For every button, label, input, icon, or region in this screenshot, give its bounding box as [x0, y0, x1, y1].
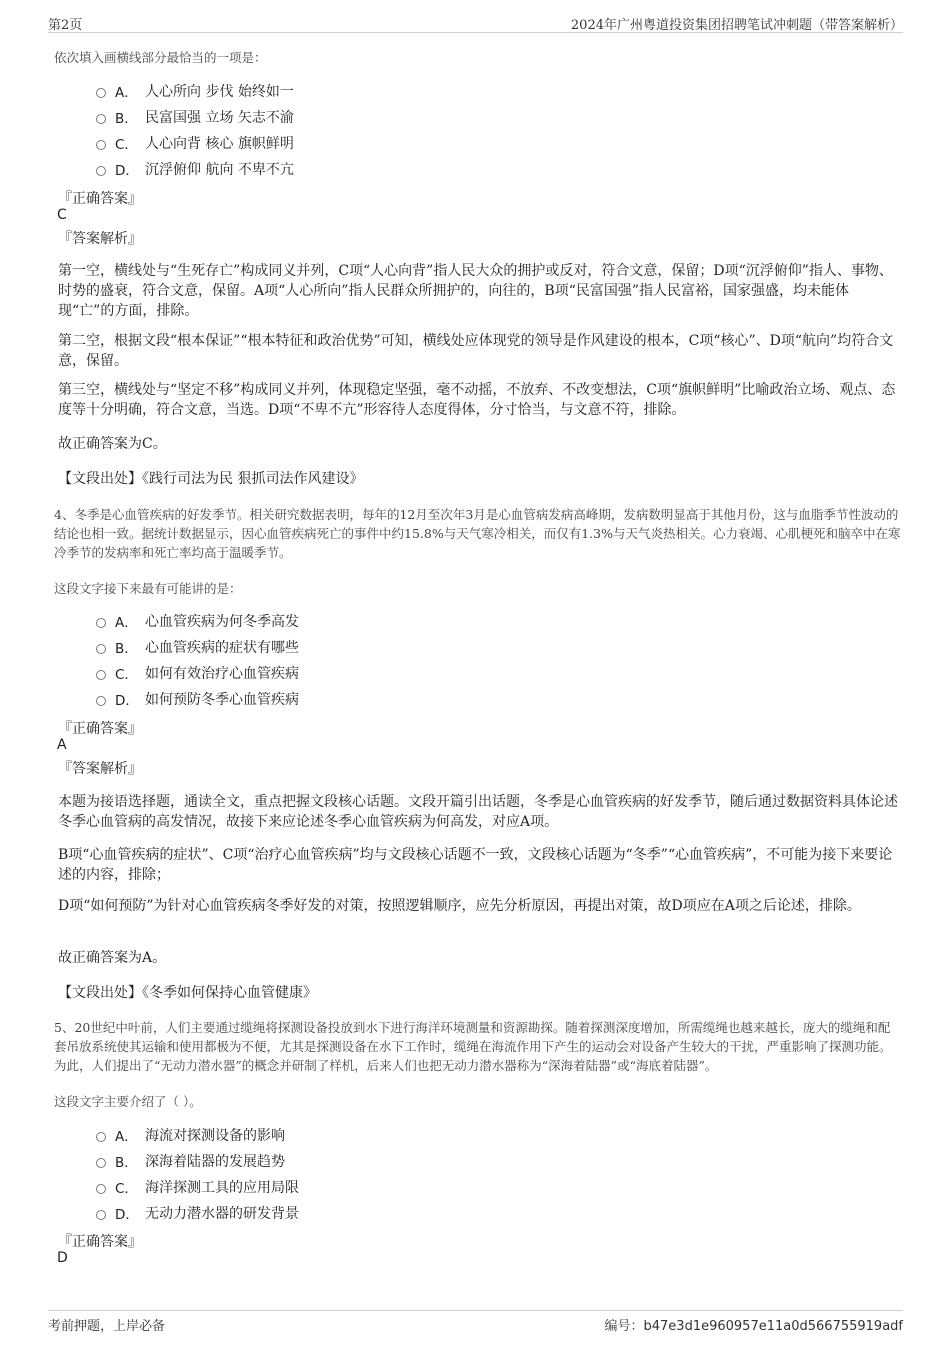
q5-answer: D — [57, 1250, 68, 1266]
q5-option-d[interactable]: D． 无动力潜水器的研发背景 — [96, 1202, 299, 1224]
q4-answer-label: 『正确答案』 — [58, 721, 142, 737]
radio-button[interactable] — [96, 1210, 106, 1220]
radio-button[interactable] — [96, 1184, 106, 1194]
q4-answer: A — [57, 737, 67, 753]
q4-option-a[interactable]: A． 心血管疾病为何冬季高发 — [96, 610, 299, 632]
q3-analysis-label: 『答案解析』 — [58, 231, 142, 247]
page-number: 第2页 — [48, 18, 83, 33]
q4-text: 4、冬季是心血管疾病的好发季节。相关研究数据表明，每年的12月至次年3月是心血管病发病高峰期，发病数明显高于其他月份，这与血脂季节性波动的结论也相一致。据统计数据显示，因心血管疾病死亡的事件中约15.8%与天气寒冷相关，而仅有1.3%与天气炎热相关。心力衰竭、心肌梗死和脑卒中在寒冷季节的发病率和死亡率均高于温暖季节。 — [54, 507, 901, 560]
q4-option-b[interactable]: B． 心血管疾病的症状有哪些 — [96, 636, 299, 658]
radio-button[interactable] — [96, 618, 106, 628]
radio-button[interactable] — [96, 88, 106, 98]
q5-option-c[interactable]: C． 海洋探测工具的应用局限 — [96, 1176, 299, 1198]
q4-source: 【文段出处】《冬季如何保持心血管健康》 — [58, 985, 317, 1001]
radio-button[interactable] — [96, 670, 106, 680]
q4-prompt: 这段文字接下来最有可能讲的是： — [54, 581, 242, 596]
q4-option-c[interactable]: C． 如何有效治疗心血管疾病 — [96, 662, 299, 684]
q3-prompt: 依次填入画横线部分最恰当的一项是： — [54, 50, 267, 65]
q4-analysis-para-1: 本题为接语选择题，通读全文，重点把握文段核心话题。文段开篇引出话题，冬季是心血管疾病的好发季节，随后通过数据资料具体论述冬季心血管病的高发情况，故接下来应论述冬季心血管疾病为何高发，对应A项。 — [58, 794, 898, 830]
footer-slogan: 考前押题，上岸必备 — [48, 1319, 166, 1334]
q5-option-b[interactable]: B． 深海着陆器的发展趋势 — [96, 1150, 285, 1172]
q4-analysis-para-3: D项“如何预防”为针对心血管疾病冬季好发的对策，按照逻辑顺序，应先分析原因，再提出对策，故D项应在A项之后论述，排除。 — [58, 898, 861, 914]
q4-option-d[interactable]: D． 如何预防冬季心血管疾病 — [96, 688, 299, 710]
page-header — [48, 12, 903, 33]
q3-analysis-conclusion: 故正确答案为C。 — [58, 436, 167, 452]
q3-option-d[interactable]: D． 沉浮俯仰 航向 不卑不亢 — [96, 158, 294, 180]
page-footer — [48, 1310, 903, 1333]
q5-option-a[interactable]: A． 海流对探测设备的影响 — [96, 1124, 285, 1146]
q3-option-b[interactable]: B． 民富国强 立场 矢志不渝 — [96, 106, 294, 128]
q3-analysis-para-2: 第二空，根据文段“根本保证”“根本特征和政治优势”可知，横线处应体现党的领导是作风建设的根本，C项“核心”、D项“航向”均符合文意，保留。 — [58, 333, 894, 369]
footer-code-label: 编号： — [604, 1319, 644, 1334]
footer-code-value: b47e3d1e960957e11a0d566755919adf — [643, 1319, 903, 1334]
radio-button[interactable] — [96, 644, 106, 654]
radio-button[interactable] — [96, 1158, 106, 1168]
q3-option-c[interactable]: C． 人心向背 核心 旗帜鲜明 — [96, 132, 294, 154]
q3-answer-label: 『正确答案』 — [58, 191, 142, 207]
radio-button[interactable] — [96, 114, 106, 124]
radio-button[interactable] — [96, 1132, 106, 1142]
radio-button[interactable] — [96, 140, 106, 150]
q4-analysis-conclusion: 故正确答案为A。 — [58, 950, 167, 966]
q3-option-a[interactable]: A． 人心所向 步伐 始终如一 — [96, 80, 294, 102]
footer-code — [605, 1315, 904, 1334]
radio-button[interactable] — [96, 696, 106, 706]
q5-answer-label: 『正确答案』 — [58, 1234, 142, 1250]
q3-analysis-para-1: 第一空，横线处与“生死存亡”构成同义并列，C项“人心向背”指人民大众的拥护或反对，符合文意，保留；D项“沉浮俯仰”指人、事物、时势的盛衰，符合文意，保留。A项“人心所向”指人民群众所拥护的，向往的，B项“民富国强”指人民富裕，国家强盛，均未能体现“亡”的方面，排除。 — [58, 263, 893, 319]
q5-prompt: 这段文字主要介绍了（ ）。 — [54, 1094, 202, 1109]
q3-source: 【文段出处】《践行司法为民 狠抓司法作风建设》 — [58, 471, 364, 487]
q4-analysis-para-2: B项“心血管疾病的症状”、C项“治疗心血管疾病”均与文段核心话题不一致，文段核心话题为“冬季”“心血管疾病”，不可能为接下来要论述的内容，排除； — [58, 847, 893, 883]
q5-text: 5、20世纪中叶前，人们主要通过缆绳将探测设备投放到水下进行海洋环境测量和资源勘探。随着探测深度增加，所需缆绳也越来越长，庞大的缆绳和配套吊放系统使其运输和使用都极为不便，尤其是探测设备在水下工作时，缆绳在海流作用下产生的运动会对设备产生较大的干扰，严重影响了探测功能。为此，人们提出了“无动力潜水器”的概念并研制了样机，后来人们也把无动力潜水器称为“深海着陆器”或“海底着陆器”。 — [54, 1020, 892, 1073]
q4-analysis-label: 『答案解析』 — [58, 761, 142, 777]
q3-answer: C — [57, 207, 67, 223]
document-title: 2024年广州粤道投资集团招聘笔试冲刺题（带答案解析） — [570, 18, 903, 33]
q3-analysis-para-3: 第三空，横线处与“坚定不移”构成同义并列，体现稳定坚强，毫不动摇，不放弃、不改变想法，C项“旗帜鲜明”比喻政治立场、观点、态度等十分明确，符合文意，当选。D项“不卑不亢”形容待人态度得体，分寸恰当，与文意不符，排除。 — [58, 382, 896, 418]
radio-button[interactable] — [96, 166, 106, 176]
